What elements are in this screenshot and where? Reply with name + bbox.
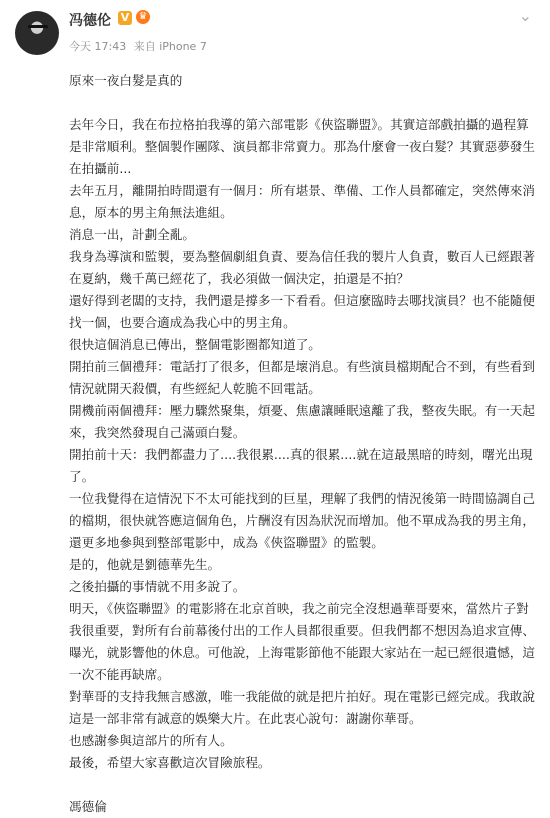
verified-badge-icon: V <box>118 11 132 25</box>
username[interactable]: 冯德伦 <box>69 13 111 29</box>
avatar[interactable] <box>15 11 59 55</box>
post-header <box>0 0 550 62</box>
post-meta <box>69 38 211 54</box>
post-paragraph: 也感謝參與這部片的所有人。 <box>69 733 233 748</box>
post-paragraph: 對華哥的支持我無言感激，唯一我能做的就是把片拍好。現在電影已經完成。我敢說這是一部非常有誠意的娛樂大片。在此衷心說句：謝謝你華哥。 <box>69 689 535 726</box>
spacer <box>69 92 537 114</box>
post-paragraph: 開拍前三個禮拜：電話打了很多，但都是壞消息。有些演員檔期配合不到，有些看到情況就開天殺價，有些經紀人乾脆不回電話。 <box>69 359 535 396</box>
post-paragraph: 最後，希望大家喜歡這次冒險旅程。 <box>69 755 271 770</box>
signature: 馮德倫 <box>69 799 107 814</box>
post-paragraph: 我身為導演和監製，要為整個劇組負責、要為信任我的製片人負責，數百人已經跟著在夏納，幾千萬已經花了，我必須做一個決定，拍還是不拍？ <box>69 249 535 286</box>
member-badge-icon: ♛ <box>136 10 150 24</box>
post-paragraph: 一位我覺得在這情況下不太可能找到的巨星，理解了我們的情況後第一時間協調自己的檔期，很快就答應這個角色，片酬沒有因為狀況而增加。他不單成為我的男主角，還更多地參與到整部電影中，成為《俠盜聯盟》的監製。 <box>69 491 535 550</box>
post-paragraph: 很快這個消息已傳出，整個電影圈都知道了。 <box>69 337 321 352</box>
spacer <box>69 774 537 796</box>
post-paragraph: 明天，《俠盜聯盟》的電影將在北京首映，我之前完全沒想過華哥要來，當然片子對我很重要，對所有台前幕後付出的工作人員都很重要。但我們都不想因為追求宣傳、曝光，就影響他的休息。可他說，上海電影節他不能跟大家站在一起已經很遺憾，這一次不能再缺席。 <box>69 601 535 682</box>
post-paragraph: 開拍前十天：我們都盡力了....我很累....真的很累....就在這最黑暗的時刻，曙光出現了。 <box>69 447 533 484</box>
post-paragraph: 之後拍攝的事情就不用多說了。 <box>69 579 246 594</box>
post-body <box>69 70 537 818</box>
post-paragraph: 去年五月，離開拍時間還有一個月：所有堪景、準備、工作人員都確定，突然傳來消息，原本的男主角無法進組。 <box>69 183 535 220</box>
post-time: 今天 17:43 <box>69 40 127 53</box>
post-paragraph: 消息一出，計劃全亂。 <box>69 227 195 242</box>
post-paragraph: 原來一夜白髮是真的 <box>69 73 183 88</box>
post-paragraph: 是的，他就是劉德華先生。 <box>69 557 221 572</box>
post-source: 来自 iPhone 7 <box>133 40 207 53</box>
post-paragraph: 開機前兩個禮拜：壓力驟然聚集，煩憂、焦慮讓睡眠遠離了我，整夜失眠。有一天起來，我突然發現自己滿頭白髮。 <box>69 403 535 440</box>
post-paragraph: 去年今日，我在布拉格拍我導的第六部電影《俠盜聯盟》。其實這部戲拍攝的過程算是非常順利。整個製作團隊、演員都非常賣力。那為什麼會一夜白髮？其實惡夢發生在拍攝前... <box>69 117 535 176</box>
chevron-down-icon[interactable]: ⌄ <box>518 6 532 25</box>
post-paragraph: 還好得到老闆的支持，我們還是撐多一下看看。但這麼臨時去哪找演員？也不能隨便找一個，也要合適成為我心中的男主角。 <box>69 293 535 330</box>
